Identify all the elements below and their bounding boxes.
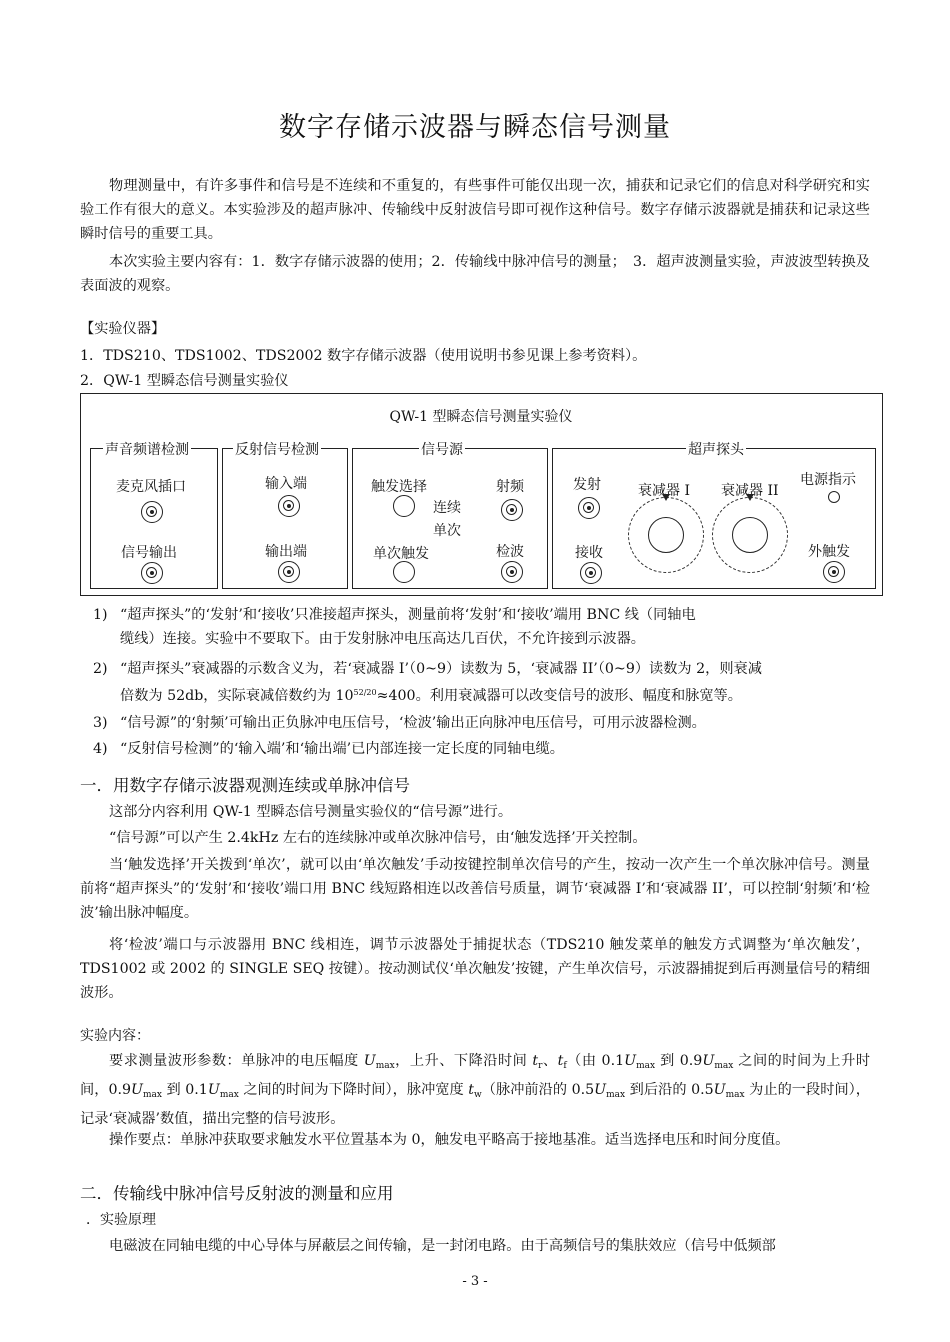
- emit-jack[interactable]: [578, 497, 600, 519]
- trigger-select-switch[interactable]: [393, 495, 415, 517]
- attenuator-1-knob[interactable]: [628, 497, 704, 573]
- attenuator-1-dial: [648, 517, 684, 553]
- power-indicator-label: 电源指示: [800, 472, 856, 488]
- section-1-paragraph-4: 将‘检波’端口与示波器用 BNC 线相连，调节示波器处于捕捉状态（TDS210 触发菜单的触发方式调整为‘单次触发’，TDS1002 或 2002 的 SINGLE SEQ 按键）。按动测试仪‘单次触发’按键，产生单次信号，示波器捕捉到后再测量信号的精细波形。: [80, 937, 870, 1001]
- panel-source-title: 信号源: [419, 439, 465, 459]
- section-1-heading: 一．用数字存储示波器观测连续或单脉冲信号: [80, 776, 410, 795]
- attenuator-2-pointer: [746, 494, 754, 501]
- note-2: [0, 657, 950, 705]
- note-3-number: 3): [93, 715, 108, 731]
- diagram-title: QW-1 型瞬态信号测量实验仪: [389, 409, 573, 425]
- panel-probe: [552, 442, 876, 589]
- instrument-diagram: [80, 393, 883, 596]
- equipment-heading: 【实验仪器】: [80, 321, 166, 337]
- section-2-heading: 二．传输线中脉冲信号反射波的测量和应用: [80, 1184, 394, 1203]
- equipment-item-1: 1．TDS210、TDS1002、TDS2002 数字存储示波器（使用说明书参见课上参考资料）。: [80, 348, 647, 364]
- intro-paragraph-2: 本次实验主要内容有：1．数字存储示波器的使用；2．传输线中脉冲信号的测量； 3．超声波测量实验，声波波型转换及表面波的观察。: [80, 254, 870, 294]
- note-1: [0, 603, 950, 651]
- receive-label: 接收: [575, 545, 603, 561]
- signal-out-label: 信号输出: [121, 545, 177, 561]
- mic-jack[interactable]: [141, 501, 163, 523]
- note-2-line-1: “超声探头”衰减器的示数含义为，若‘衰减器 I’（0~9）读数为 5，‘衰减器 II’（0~9）读数为 2，则衰减: [120, 661, 762, 677]
- panel-reflect: [222, 442, 348, 589]
- input-port-jack[interactable]: [278, 495, 300, 517]
- output-port-jack[interactable]: [278, 561, 300, 583]
- panel-probe-title: 超声探头: [686, 439, 746, 459]
- single-trigger-label: 单次触发: [373, 546, 429, 562]
- section-1-paragraph-2: “信号源”可以产生 2.4kHz 左右的连续脉冲或单次脉冲信号，由‘触发选择’开关控制。: [109, 830, 647, 846]
- page-title: 数字存储示波器与瞬态信号测量: [279, 112, 671, 143]
- measurement-requirements: 要求测量波形参数：单脉冲的电压幅度 $U_{max}$，上升、下降沿时间 $t_r$、$t_f$（由 $0.1U_{max}$ 到 $0.9U_{max}$ 之间的时间为上升时间，$0.9U_{max}$ 到 $0.1U_{max}$ 之间的时间为下降时间），脉冲宽度 $t_w$（脉冲前沿的 $0.5U_{max}$ 到后沿的 $0.5U_{max}$ 为止的一段时间），记录‘衰减器’数值，描出完整的信号波形。: [80, 1053, 871, 1127]
- mic-label: 麦克风插口: [116, 479, 186, 495]
- ext-trigger-label: 外触发: [808, 544, 850, 560]
- panel-reflect-title: 反射信号检测: [233, 439, 321, 459]
- intro-paragraph-1: 物理测量中，有许多事件和信号是不连续和不重复的，有些事件可能仅出现一次，捕获和记录它们的信息对科学研究和实验工作有很大的意义。本实验涉及的超声脉冲、传输线中反射波信号即可视作这种信号。数字存储示波器就是捕获和记录这些瞬时信号的重要工具。: [80, 178, 870, 242]
- continuous-label: 连续: [433, 500, 461, 516]
- note-2-number: 2): [93, 661, 108, 677]
- principle-subheading: ．实验原理: [86, 1212, 156, 1228]
- note-4-line-1: “反射信号检测”的‘输入端’和‘输出端’已内部连接一定长度的同轴电缆。: [120, 741, 564, 757]
- equipment-item-2: 2．QW-1 型瞬态信号测量实验仪: [80, 373, 289, 389]
- note-4-number: 4): [93, 741, 108, 757]
- operation-tips: 操作要点：单脉冲获取要求触发水平位置基本为 0，触发电平略高于接地基准。适当选择电压和时间分度值。: [109, 1132, 790, 1148]
- note-3-line-1: “信号源”的‘射频’可输出正负脉冲电压信号，‘检波’输出正向脉冲电压信号，可用示波器检测。: [120, 715, 706, 731]
- receive-jack[interactable]: [580, 562, 602, 584]
- single-trigger-button[interactable]: [393, 561, 415, 583]
- note-4: [0, 737, 950, 761]
- rf-jack[interactable]: [501, 499, 523, 521]
- note-1-line-1: “超声探头”的‘发射’和‘接收’只准接超声探头，测量前将‘发射’和‘接收’端用 BNC 线（同轴电: [120, 607, 696, 623]
- attenuator-1-label: 衰减器 I: [638, 483, 690, 499]
- note-1-number: 1): [93, 607, 108, 623]
- single-label: 单次: [433, 523, 461, 539]
- attenuator-2-dial: [732, 517, 768, 553]
- section-1-paragraph-3: 当‘触发选择’开关拨到‘单次’，就可以由‘单次触发’手动按键控制单次信号的产生，按动一次产生一个单次脉冲信号。测量前将“超声探头”的‘发射’和‘接收’端口用 BNC 线短路相连以改善信号质量，调节‘衰减器 I’和‘衰减器 II’，可以控制‘射频’和‘检波’输出脉冲幅度。: [80, 857, 870, 921]
- ext-trigger-jack[interactable]: [823, 561, 845, 583]
- panel-source: [352, 442, 548, 589]
- power-indicator-led: [828, 491, 840, 503]
- panel-acoustic: [90, 442, 218, 589]
- attenuator-2-knob[interactable]: [712, 497, 788, 573]
- detect-jack[interactable]: [501, 561, 523, 583]
- note-1-line-2: 缆线）连接。实验中不要取下。由于发射脉冲电压高达几百伏，不允许接到示波器。: [120, 631, 645, 647]
- panel-acoustic-title: 声音频谱检测: [103, 439, 191, 459]
- signal-out-jack[interactable]: [141, 562, 163, 584]
- section-1-paragraph-1: 这部分内容利用 QW-1 型瞬态信号测量实验仪的“信号源”进行。: [109, 804, 513, 820]
- note-3: [0, 711, 950, 735]
- rf-label: 射频: [496, 479, 524, 495]
- page-number: - 3 -: [462, 1274, 488, 1289]
- section-2-paragraph-1: 电磁波在同轴电缆的中心导体与屏蔽层之间传输，是一封闭电路。由于高频信号的集肤效应（信号中低频部: [109, 1238, 776, 1254]
- note-2-line-2: 倍数为 52db，实际衰减倍数约为 $10^{52/20}\approx 400$。利用衰减器可以改变信号的波形、幅度和脉宽等。: [120, 688, 742, 704]
- trigger-select-label: 触发选择: [371, 479, 427, 495]
- experiment-content-heading: 实验内容：: [80, 1028, 150, 1044]
- attenuator-2-label: 衰减器 II: [721, 483, 779, 499]
- input-port-label: 输入端: [265, 476, 307, 492]
- detect-label: 检波: [496, 544, 524, 560]
- emit-label: 发射: [573, 477, 601, 493]
- attenuator-1-pointer: [662, 494, 670, 501]
- output-port-label: 输出端: [265, 544, 307, 560]
